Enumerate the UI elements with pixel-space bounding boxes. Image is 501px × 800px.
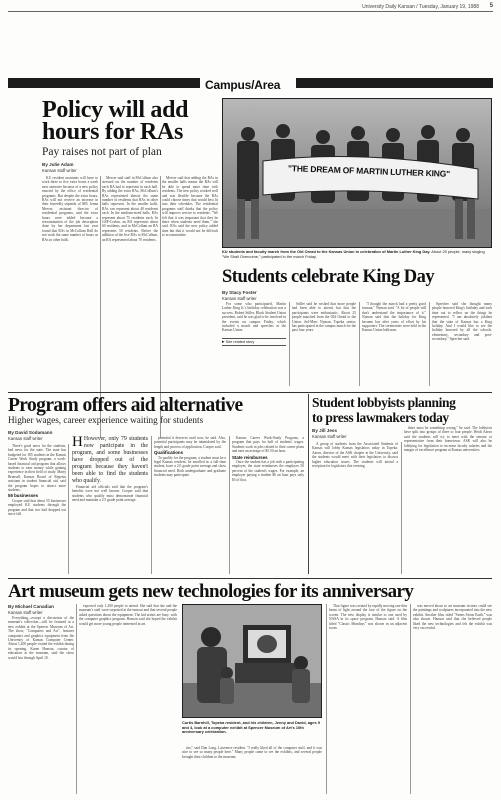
section-divider [8, 392, 492, 393]
lobby-byline-role: Kansan staff writer [312, 433, 347, 439]
lobby-column-2 [404, 426, 492, 574]
computer-exhibit-photo [182, 604, 322, 718]
column-rule [326, 604, 327, 794]
programs-byline-name: By David Sodamann [8, 430, 53, 435]
programs-subhead-state: State reimburses [232, 454, 268, 460]
art-column-1 [8, 616, 74, 794]
ra-byline-role: Kansan staff writer [42, 167, 77, 173]
programs-column-3 [154, 436, 226, 574]
arrow-icon: ▸ [222, 339, 225, 345]
programs-col3b-text: To qualify for the program, a student must be a legal Kansas resident, be enrolled as a full-time student, have a 2.0 grade point average and show financial need. Both undergraduate and graduate students may participate. [154, 455, 226, 478]
related-story-box[interactable] [222, 338, 286, 346]
art-col4-text: That figure was created by rapidly moving one thin beam of light around the face of the figure on the screen. The new display is similar to one used by NASA in its space program, Hanson said. A film titled "Classic Mondays" was shown in an adjacent room. [329, 604, 407, 631]
ra-col1-text: KU resident assistants will have to work three to five extra hours a week next semester because of a new policy enacted by the office of residential programs. But despite the extra hours, RAs will not receive an increase in their biweekly stipends of $85. Jenna Mercer, assistant director of residential programs, said the extra hours were added because a reexamination of the job description done by her department last year found that RAs in McCollum Hall do not work the same number of hours as RAs in other halls. [42, 176, 98, 242]
ra-headline-1: Policy will add [42, 97, 189, 123]
lobby-column-1 [312, 442, 398, 574]
king-byline-role: Kansan staff writer [222, 295, 257, 301]
art-column-5 [413, 604, 492, 794]
king-headline: Students celebrate King Day [222, 267, 435, 287]
section-flag: Campus/Area [205, 78, 281, 92]
programs-column-2 [72, 436, 148, 574]
ra-headline-2: hours for RAs [42, 119, 184, 145]
lobby-byline-name: By Jill Jess [312, 428, 338, 433]
column-rule [401, 442, 402, 574]
art-byline [8, 604, 54, 615]
lobby-headline-1: Student lobbyists planning [312, 395, 456, 410]
programs-headline: Program offers aid alternative [8, 395, 243, 416]
king-col4-text: Sprecher said she thought many people honored King's birthday and took time out to reflect on the things he represented. "I am absolutely jubilant that the state of Kansas has a King holiday. And I would like to see the holiday honored by all the schools, elementary, secondary and post-secondary," Sprecher said. [432, 302, 492, 342]
column-rule [68, 444, 69, 574]
art-byline-name: By Michael Canadian [8, 604, 54, 609]
lobby-col1-text: A group of students from the Associated Students of Kansas will lobby Kansas legislators today in Topeka. Aaron, director of the ASK chapter at the University, said the students would meet with their legislators to discuss higher education issues. The students will attend a reception for legislators this evening. [312, 442, 398, 469]
programs-column-4 [232, 436, 304, 574]
story-separator [308, 394, 309, 574]
column-rule [229, 436, 230, 574]
section-divider [8, 578, 492, 579]
programs-col1-text: There's good news for the students, bad news for the state. The state has budgeted for 185 students in the Kansas Career Work Study program, a work-based financial aid program that allows students to earn money while gaining experience in their field of study. Marty Brunsell, Kansas Board of Regents assistant in student financial aid, said the program hopes to attract more students. [8, 444, 66, 493]
art-caption-bold: Curtis Barnhill, Topeka resident, and his children, Jenny and David, ages 9 and 4, look at a computer exhibit at Spencer Museum of Art's 10th anniversary celebration. [182, 720, 320, 735]
ra-byline [42, 162, 77, 173]
king-caption-bold: KU students and faculty march from the Old Oread to the Kansas Union in celebration of Martin Luther King Day. [222, 249, 431, 254]
art-column-3 [182, 746, 322, 794]
king-march-photo [222, 98, 492, 248]
column-rule [410, 604, 411, 794]
king-photo-caption [222, 250, 492, 259]
column-rule [429, 302, 430, 386]
programs-col4b-text: Once the student has a job with a participating employer, the state reimburses the employer 50 percent of the student's wages. For example, an employer paying a student $6 an hour pays only $3 of that. [232, 460, 304, 482]
lobby-col2-text: there must be something wrong," he said. The lobbyists have split into groups of three to four people. Heidi Aaron said the students will try to meet with the senator or representative from their hometown. ASK will also be lobbying for legislation to increase faculty salaries and the margin of excellence program at Kansas universities. [404, 426, 492, 453]
programs-lead-text [72, 436, 148, 485]
art-col2-text: expected only 1,200 people to attend. She said that she and the museum's staff were surprised at the turnout and that several people asked questions about the equipment. The kid artists are busy, with the computer graphics program. Hanson said she hoped the exhibit would get more young people interested in art. [79, 604, 177, 626]
king-column-3 [362, 302, 426, 386]
programs-column-1 [8, 444, 66, 574]
art-col1-text: Everything—except a discussion of the museum's collection—will be featured at a new exhibit at the Spencer Museum of Art. The show, "Computers and Art", features computers and graphics equipment from the University of Kansas Computer Center. About 1,200 people visited the exhibit during its opening. Karen Hanson, curator of education at the museum, said the show would last through April 10. [8, 616, 74, 660]
king-byline [222, 290, 257, 301]
ra-deck: Pay raises not part of plan [42, 146, 162, 158]
programs-byline-role: Kansan staff writer [8, 435, 43, 441]
art-column-2 [79, 604, 177, 794]
ra-col2-text: Mercer said staff in McCollum also stressed on the number of residents each RA had to represent in each hall. By adding the extra RAs, McCollum's RAs represented almost the same number of residents that RAs in other halls represent. In the smaller halls, RAs can represent about 40 residents each. In the medium-sized halls, RAs represent about 75 residents each. In GSP-Corbin, an RA represents about 60 residents, and in McCollum an RA represents 50 residents. Before the addition of the five RAs to McCollum, an RA represented about 70 residents. [102, 176, 158, 242]
publication-line: University Daily Kansan / Tuesday, January 19, 1988 [362, 4, 479, 10]
king-byline-name: By Stacy Foster [222, 290, 257, 295]
programs-col3-text: potential it deserves until now, he said. Also, potential participants may be intimidated by the length and process of application, Cooper said. [154, 436, 226, 449]
header-rule [8, 11, 493, 12]
programs-byline [8, 430, 52, 441]
column-rule [359, 302, 360, 386]
march-banner-text: "THE DREAM OF MARTIN LUTHER KING" [287, 163, 451, 179]
king-col1-text: For some who participated, Martin Luther King Jr.'s birthday celebration was a success. Robert Stiller, Black Student Union president, said he was glad to be involved in the events on campus Friday, which included a march and speeches at the Kansas Union. [222, 302, 286, 333]
computer-photo-illustration [183, 605, 322, 718]
art-col5-text: was moved about so art museum visitors could see the paintings and sculptures incorporated into the new exhibit. Another film, titled "Sirens Sirius Earth," was also shown. Hanson said that she believed people liked the new technologies and felt the exhibit was very successful. [413, 604, 492, 631]
king-column-4 [432, 302, 492, 386]
programs-deck: Higher wages, career experience waiting for students [8, 415, 204, 425]
programs-subhead-businesses: 55 businesses [8, 493, 39, 499]
programs-lead-body: However, only 79 students now participate in the program, and some businesses have dropped out of the program because they haven't been able to find the students who qualify. [72, 436, 148, 484]
art-column-4 [329, 604, 407, 794]
column-rule [76, 604, 77, 794]
drop-cap: H [72, 436, 83, 450]
programs-col1b-text: Cooper said that about 55 businesses employed KU students through the program and that two had dropped out since fall. [8, 498, 66, 517]
king-column-2 [292, 302, 356, 386]
column-rule [289, 302, 290, 386]
art-byline-role: Kansan staff writer [8, 609, 43, 615]
programs-col2-text: Financial aid officials said that the program's benefits were not well known. Cooper said that students who qualify must demonstrate financial need and maintain a 2.5 grade point average. [72, 485, 148, 503]
column-rule [151, 436, 152, 574]
programs-subhead-qualifications: Qualifications [154, 450, 184, 456]
king-col2-text: Stiller said he wished that more people had been able to attend, but that the participants were enthusiastic. About 25 people marched from the Old Oread to the Union. Jed-Marc Nyman, Topeka senior, has participated in the campus march for the past four years. [292, 302, 356, 333]
art-headline: Art museum gets new technologies for its anniversary [8, 581, 414, 602]
page-number: 5 [489, 3, 493, 9]
king-col3-text: "I thought the march had a pretty good turnout," Nyman said. "A lot of people still don't understand the importance of it." Nyman said that the holiday for King became law after years of effort by his supporters. The ceremonies were held in the Kansas Union ballroom. [362, 302, 426, 333]
ra-byline-name: By Julie Adam [42, 162, 74, 167]
king-caption-rest: About 25 people, many singing "We Shall Overcome," participated in the march Friday. [222, 249, 485, 259]
programs-col4-text: Kansas Career Work-Study Program, a program that pays for half of students' wages. Students work in jobs related to their career plans and earn an average of $5.50 an hour. [232, 436, 304, 454]
art-photo-caption [182, 721, 322, 735]
lobby-headline-2: to press lawmakers today [312, 410, 449, 425]
related-story-label: See related story [225, 340, 255, 344]
art-col3-text: tier," said Dan Long, Lawrence resident. "I really liked all of the computer stuff, and it was nice to see so many people here." Many people came to see the exhibits, and several people brought their children to the museum. [182, 746, 322, 759]
flag-bar-left [8, 78, 200, 88]
lobby-byline [312, 428, 347, 439]
flag-bar-right [296, 78, 493, 88]
ra-col3-text: Mercer said that adding the RAs in the smaller halls means the RAs will be able to spend more time with residents. The new policy worked well and was flexible because the RAs could choose times that would best fit into their schedules. The residential programs staff thinks that the policy will improve service to residents. "We felt that it was important that they be there when students need them," she said. RAs said the new policy added time but that it would not be difficult to accommodate. [162, 176, 218, 238]
